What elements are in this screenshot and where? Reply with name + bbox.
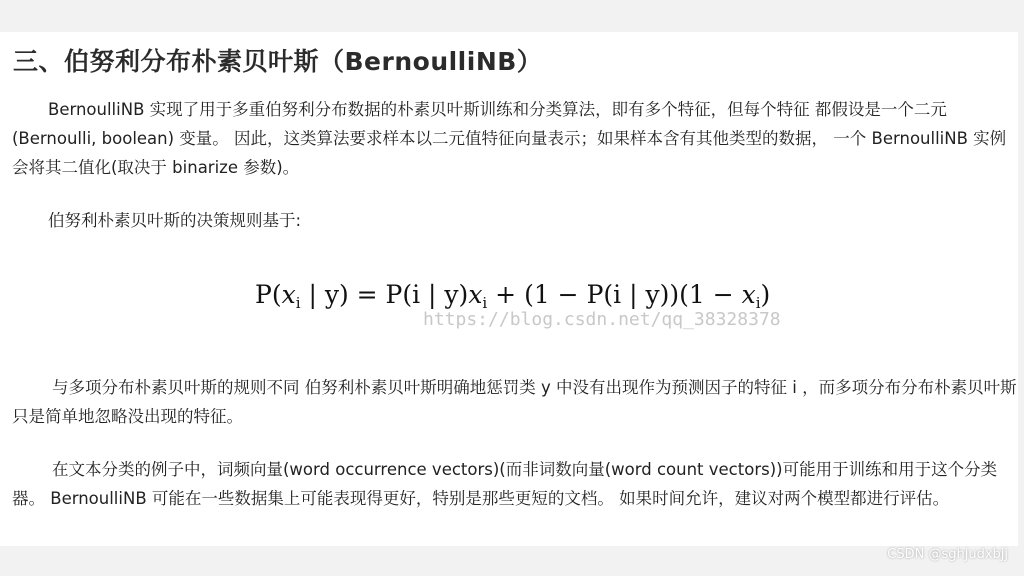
intro-paragraph: BernoulliNB 实现了用于多重伯努利分布数据的朴素贝叶斯训练和分类算法，即有多个特征，但每个特征 都假设是一个二元 (Bernoulli, boolean) 变量。 因此，这类算法要求样本以二元值特征向量表示；如果样本含有其他类型的数据， 一个 BernoulliNB 实例会将其二值化(取决于 binarize 参数)。 (12, 100, 1007, 177)
decision-rule-paragraph: 伯努利朴素贝叶斯的决策规则基于: (48, 211, 302, 230)
formula-lhs-var: x (281, 280, 296, 309)
formula-lhs-open: P( (255, 280, 282, 309)
formula-lhs-given: | y) = P(i | y) (300, 280, 469, 309)
decision-rule-formula (255, 280, 770, 312)
formula-rhs-sub: i (482, 294, 488, 312)
csdn-credit: CSDN @sghjudxbjj (887, 547, 1008, 562)
formula-tail-sub: i (755, 294, 761, 312)
text-classification-paragraph: 在文本分类的例子中，词频向量(word occurrence vectors)(而非词数向量(word count vectors))可能用于训练和用于这个分类器。 BernoulliNB 可能在一些数据集上可能表现得更好，特别是那些更短的文档。 如果时间允许，建议对两个模型都进行评估。 (12, 460, 998, 508)
formula-rhs-rest: + (1 − P(i | y))(1 − (487, 280, 742, 309)
formula-rhs-var: x (468, 280, 483, 309)
formula-lhs-sub: i (295, 294, 301, 312)
comparison-paragraph: 与多项分布朴素贝叶斯的规则不同 伯努利朴素贝叶斯明确地惩罚类 y 中没有出现作为预测因子的特征 i ，而多项分布分布朴素贝叶斯只是简单地忽略没出现的特征。 (12, 378, 1017, 426)
blog-watermark: https://blog.csdn.net/qq_38328378 (423, 309, 781, 330)
formula-tail-close: ) (760, 280, 771, 309)
section-heading: 三、伯努利分布朴素贝叶斯（BernoulliNB） (13, 47, 543, 76)
formula-tail-var: x (741, 280, 756, 309)
